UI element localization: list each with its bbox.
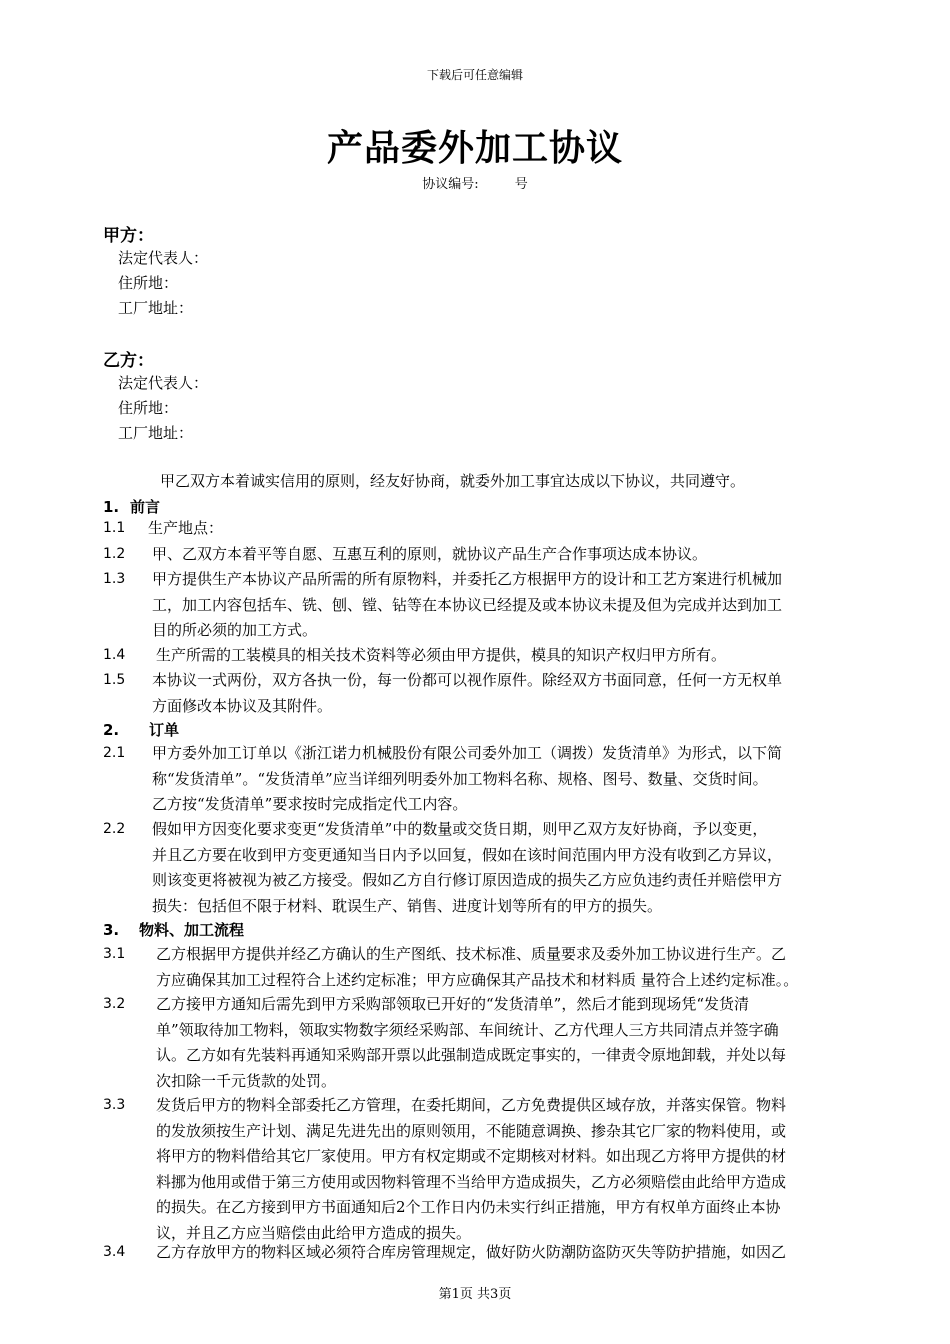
clause-1-3 [103,567,873,644]
clause-line: 料挪为他用或借于第三方使用或因物料管理不当给甲方造成损失，乙方必须赔偿由此给甲方造成 [156,1172,787,1191]
clause-1-4 [103,643,873,669]
clause-line: 生产地点： [148,519,224,537]
clause-3-1 [103,942,873,993]
clause-line: 并且乙方要在收到甲方变更通知当日内予以回复，假如在该时间范围内甲方没有收到乙方异议， [152,845,783,864]
section-number: 3. [103,921,120,939]
clause-line: 本协议一式两份，双方各执一份，每一份都可以视作原件。除经双方书面同意，任何一方无权单 [152,671,783,689]
clause-line: 的发放须按生产计划、满足先进先出的原则领用，不能随意调换、掺杂其它厂家的物料使用，或 [156,1121,787,1140]
agreement-number [0,173,950,192]
clause-line: 损失：包括但不限于材料、耽误生产、销售、进度计划等所有的甲方的损失。 [152,896,663,915]
party-b-title: 乙方： [103,351,154,371]
page-footer: 第1页 共3页 [438,1287,512,1302]
party-b-factory: 工厂地址： [118,424,194,442]
clause-number: 3.2 [103,996,126,1012]
clause-line: 甲方委外加工订单以《浙江诺力机械股份有限公司委外加工（调拨）发货清单》为形式，以下简 [152,744,783,762]
section-title: 订单 [149,721,180,739]
section-title: 前言 [130,498,161,516]
clause-line: 称“发货清单”。“发货清单”应当详细列明委外加工物料名称、规格、图号、数量、交货时间。 [152,769,768,788]
agreement-number-label: 协议编号: [422,177,479,192]
clause-line: 方应确保其加工过程符合上述约定标准；甲方应确保其产品技术和材料质 量符合上述约定标准。。 [156,970,799,989]
clause-line: 单”领取待加工物料，领取实物数字须经采购部、车间统计、乙方代理人三方共同清点并签字确 [156,1020,779,1039]
clause-line: 发货后甲方的物料全部委托乙方管理，在委托期间，乙方免费提供区域存放，并落实保管。物料 [156,1096,787,1114]
clause-line: 目的所必须的加工方式。 [152,621,318,639]
clause-number: 3.4 [103,1244,126,1260]
clause-line: 则该变更将被视为被乙方接受。假如乙方自行修订原因造成的损失乙方应负违约责任并赔偿甲方 [152,871,783,889]
clause-number: 1.1 [103,520,126,536]
clause-number: 2.1 [103,745,126,761]
clause-line: 生产所需的工装模具的相关技术资料等必须由甲方提供，模具的知识产权归甲方所有。 [156,646,727,664]
section-number: 1. [103,498,120,516]
agreement-number-suffix: 号 [514,177,528,192]
clause-number: 3.3 [103,1097,126,1113]
clause-line: 方面修改本协议及其附件。 [152,696,333,715]
clause-line: 甲方提供生产本协议产品所需的所有原物料，并委托乙方根据甲方的设计和工艺方案进行机械加 [152,570,783,588]
clause-number: 1.2 [103,546,126,562]
clause-1-5 [103,668,873,719]
party-a-title: 甲方： [103,226,154,246]
party-a-rep: 法定代表人： [118,249,209,267]
clause-number: 1.4 [103,647,126,663]
clause-2-1 [103,741,873,818]
clause-number: 3.1 [103,946,126,962]
party-b-rep: 法定代表人： [118,374,209,392]
party-b-address: 住所地： [118,399,179,417]
clause-3-3 [103,1093,873,1246]
document-title: 产品委外加工协议 [326,127,623,169]
clause-line: 工，加工内容包括车、铣、刨、镗、钻等在本协议已经提及或本协议未提及但为完成并达到加工 [152,595,783,614]
party-a-address: 住所地： [118,274,179,292]
section-heading [103,919,244,940]
clause-3-2 [103,992,873,1094]
section-heading [103,496,160,517]
clause-line: 的损失。在乙方接到甲方书面通知后2个工作日内仍未实行纠正措施，甲方有权单方面终止本协 [156,1198,781,1216]
section-title: 物料、加工流程 [139,921,245,939]
clause-line: 乙方根据甲方提供并经乙方确认的生产图纸、技术标准、质量要求及委外加工协议进行生产。乙 [156,945,787,963]
clause-line: 将甲方的物料借给其它厂家使用。甲方有权定期或不定期核对材料。如出现乙方将甲方提供的材 [156,1147,787,1165]
header-note: 下载后可任意编辑 [426,68,523,82]
clause-number: 1.5 [103,672,126,688]
section-heading [103,719,179,740]
clause-line: 认。乙方如有先装料再通知采购部开票以此强制造成既定事实的，一律责令原地卸载，并处以每 [156,1046,787,1064]
clause-line: 次扣除一千元货款的处罚。 [156,1071,337,1090]
intro-paragraph: 甲乙双方本着诚实信用的原则，经友好协商，就委外加工事宜达成以下协议，共同遵守。 [160,472,746,490]
clause-line: 乙方按“发货清单”要求按时完成指定代工内容。 [152,795,468,813]
clause-number: 1.3 [103,571,126,587]
clause-line: 假如甲方因变化要求变更“发货清单”中的数量或交货日期，则甲乙双方友好协商，予以变更， [152,820,768,838]
clause-line: 乙方存放甲方的物料区域必须符合库房管理规定，做好防火防潮防盗防灭失等防护措施，如因乙 [156,1243,787,1261]
clause-line: 乙方接甲方通知后需先到甲方采购部领取已开好的“发货清单”，然后才能到现场凭“发货清 [156,995,750,1013]
section-number: 2. [103,721,120,739]
clause-line: 甲、乙双方本着平等自愿、互惠互利的原则，就协议产品生产合作事项达成本协议。 [152,545,708,563]
clause-1-1 [103,516,873,542]
clause-line: 议，并且乙方应当赔偿由此给甲方造成的损失。 [156,1223,472,1242]
clause-2-2 [103,817,873,919]
clause-1-2 [103,542,873,568]
clause-number: 2.2 [103,821,126,837]
clause-3-4 [103,1240,873,1266]
party-a-factory: 工厂地址： [118,299,194,317]
